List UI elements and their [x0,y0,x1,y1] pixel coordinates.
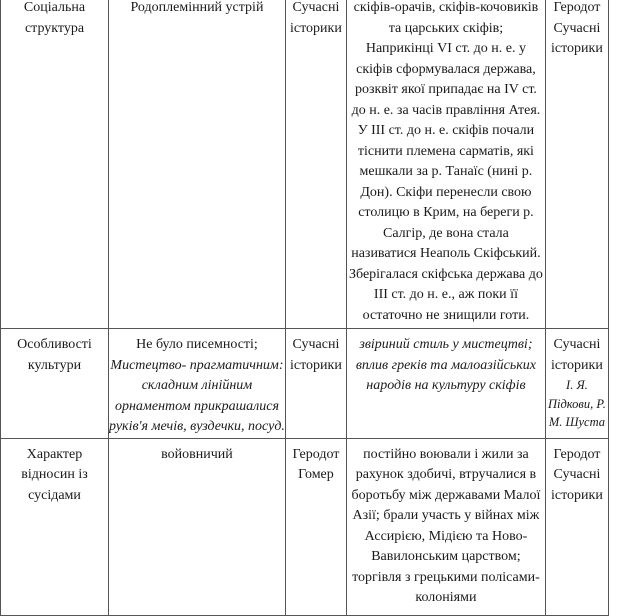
text-line: Соціальна [23,0,86,15]
text-line: Зберігалася скіфська держава до [349,266,543,282]
text-line: називатися Неаполь Скіфський. [351,246,541,261]
table-row-social-structure [1,0,609,329]
text-line: Сучасні [553,20,601,36]
text-line: тіснити племена сарматів, які [357,143,534,159]
cell-source [285,0,346,329]
text-line: III ст. до н. е., аж поки її [373,287,518,302]
text-line: Родоплемінний устрій [130,0,264,15]
text-line: Азії; брали участь у війнах між [352,508,540,523]
text-line: Наприкінці VI ст. до н. е. у [365,41,526,56]
text-line: Не було писемності; [136,337,258,352]
text-line: скіфів сформувалася держава, [356,61,536,77]
text-line: скіфів-орачів, скіфів-кочовиків [353,0,539,15]
text-line: історики [290,357,342,373]
text-line: історики [551,41,603,56]
cell-category [1,438,109,615]
text-line: сусідами [28,487,81,503]
text-line: культури [27,357,82,373]
cell-historians [545,329,608,439]
text-line: Геродот [553,0,601,15]
table-row-neighbors [1,438,609,615]
cell-details [346,329,545,439]
text-line: звіриний стиль у мистецтві; [359,337,533,352]
text-line: Салгір, де вона стала [382,225,509,241]
text-line: рахунок здобичі, втручалися в [355,467,537,482]
cell-characteristic [109,0,286,329]
cell-category [1,329,109,439]
text-line: М. Шуста [548,415,606,429]
text-line: Особливості [17,337,92,352]
text-line: розквіт якої припадає на IV ст. [354,82,537,97]
text-line: Мистецтво- прагматичним: [110,357,284,373]
text-line: Вавилонським царством; [371,549,521,564]
text-line: остаточно не знищили готи. [362,307,530,323]
text-line: до н. е. за часів правління Атея. [351,102,541,118]
text-line: Сучасні [553,467,601,482]
cell-characteristic [109,329,286,439]
text-line: Сучасні [292,337,340,352]
text-line: столицю в Крим, на береги р. [358,205,534,220]
cell-details [346,438,545,615]
text-line: історики [551,357,603,373]
text-line: структура [24,20,85,36]
text-line: Гомер [298,467,334,482]
text-line: Геродот [292,446,340,462]
cell-source [285,438,346,615]
text-line: Ассирією, Мідією та Ново- [364,528,528,544]
text-line: руків'я мечів, вуздечки, посуд. [109,419,285,434]
text-line: Підкови, Р. [547,396,606,411]
text-line: Сучасні [553,337,601,352]
text-line: орнаментом прикрашалися [114,398,279,414]
text-line: складним лінійним [141,378,253,393]
text-line: колоніями [415,590,477,605]
text-line: історики [551,487,603,503]
text-line: Сучасні [292,0,340,15]
text-line: історики [290,20,342,36]
cell-source [285,329,346,439]
text-line: І. Я. [566,378,588,392]
text-line: та царських скіфів; [388,20,504,36]
cell-historians [545,0,608,329]
cell-historians [545,438,608,615]
text-line: Геродот [553,446,601,462]
text-line: войовничий [161,446,233,462]
text-line: Дон). Скіфи перенесли свою [360,184,532,200]
text-line: торгівля з грецькими полісами- [352,569,540,585]
text-line: народів на культуру скіфів [366,378,526,393]
cell-details [346,0,545,329]
table-row-culture [1,329,609,439]
cell-characteristic [109,438,286,615]
text-line: вплив греків та малоазійських [355,357,536,373]
text-line: У III ст. до н. е. скіфів почали [357,123,535,138]
text-line: Характер [26,446,83,462]
text-line: відносин із [21,467,88,482]
text-line: боротьбу між державами Малої [351,487,541,503]
text-line: постійно воювали і жили за [363,446,529,462]
cell-category [1,0,109,329]
text-line: мешкали за р. Танаїс (нині р. [359,164,533,179]
